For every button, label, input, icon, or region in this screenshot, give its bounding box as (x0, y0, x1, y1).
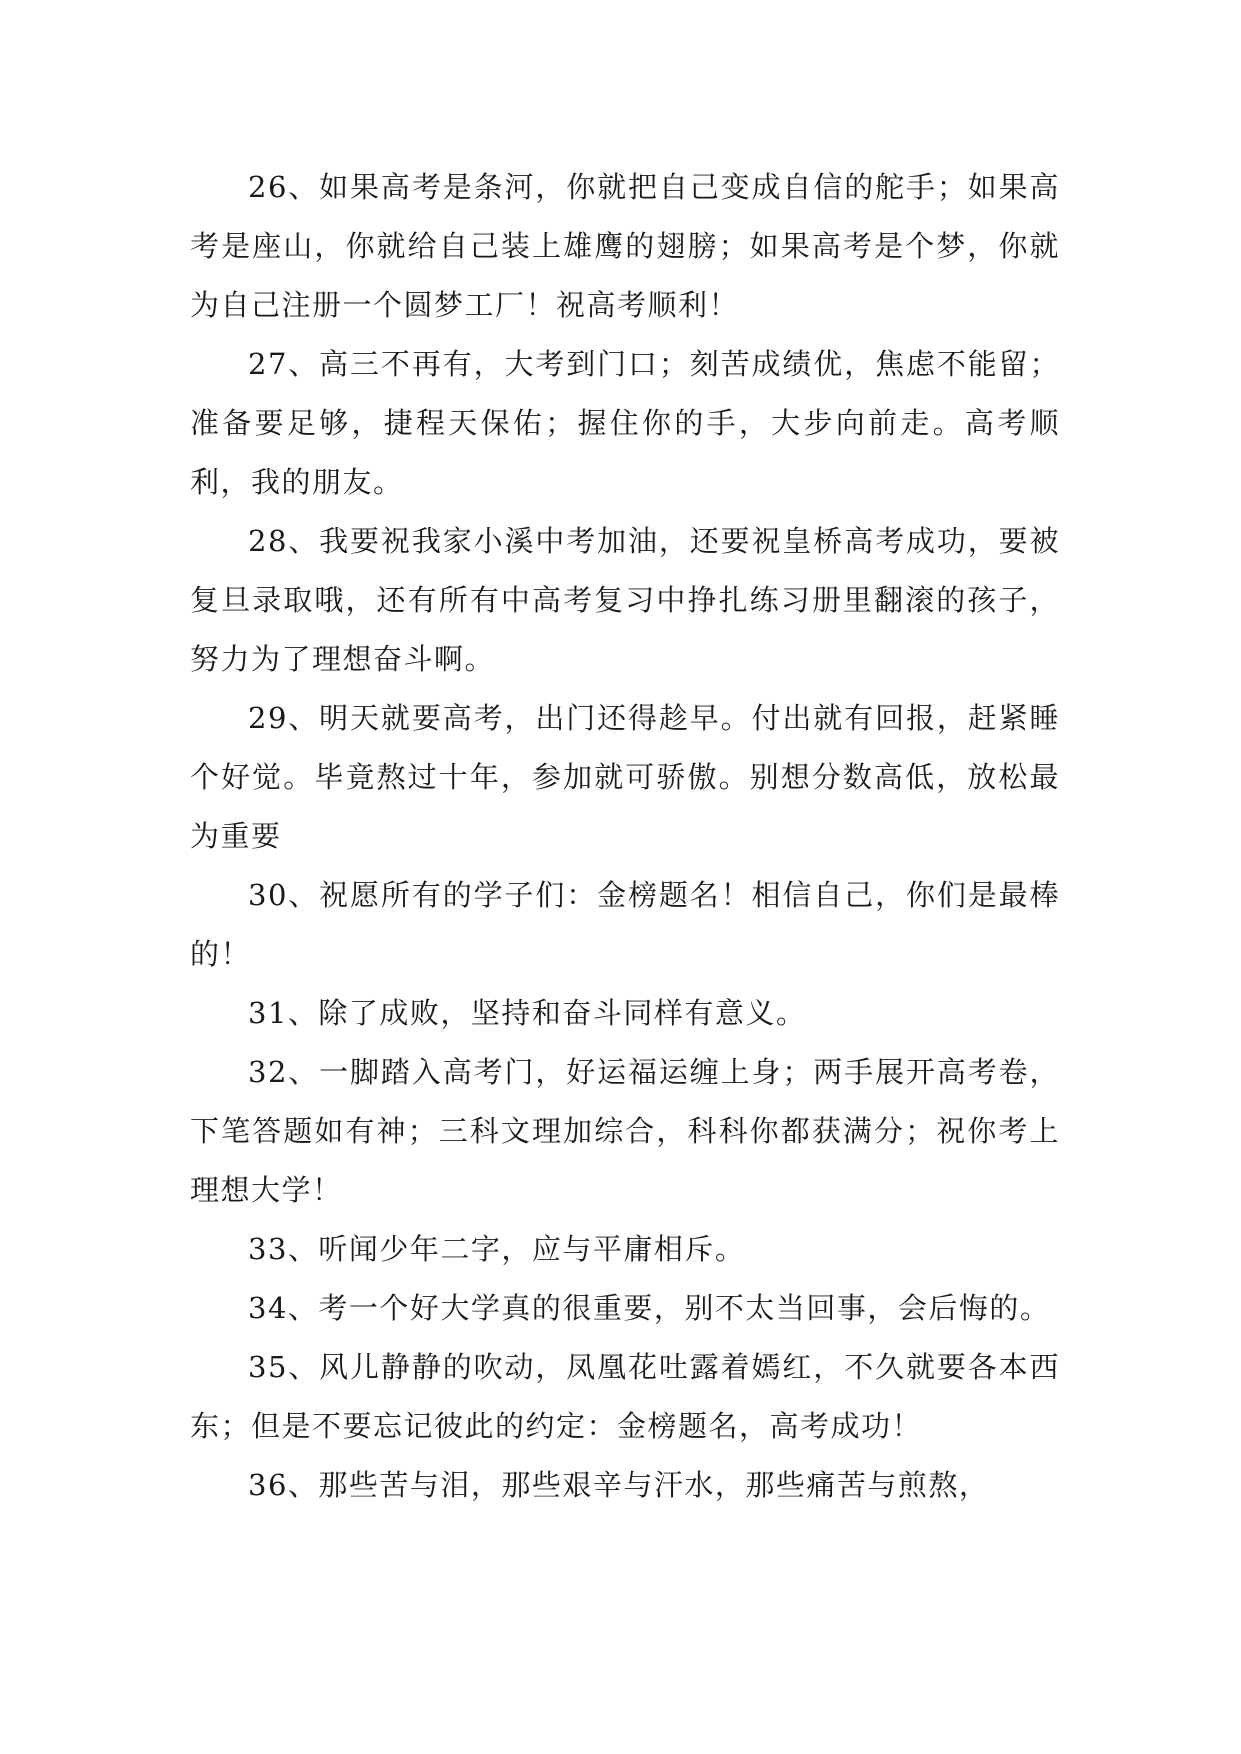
paragraph-28: 28、我要祝我家小溪中考加油，还要祝皇桥高考成功，要被复旦录取哦，还有所有中高考复习中挣扎练习册里翻滚的孩子，努力为了理想奋斗啊。 (190, 524, 1060, 676)
paragraph-33: 33、听闻少年二字，应与平庸相斥。 (248, 1232, 746, 1266)
paragraph-30: 30、祝愿所有的学子们：金榜题名！相信自己，你们是最棒的！ (190, 878, 1060, 971)
paragraph-29: 29、明天就要高考，出门还得趁早。付出就有回报，赶紧睡个好觉。毕竟熬过十年，参加就可骄傲。别想分数高低，放松最为重要 (190, 701, 1060, 853)
paragraph-27: 27、高三不再有，大考到门口；刻苦成绩优，焦虑不能留；准备要足够，捷程天保佑；握住你的手，大步向前走。高考顺利，我的朋友。 (190, 347, 1060, 499)
document-body (190, 158, 1060, 1515)
paragraph-34: 34、考一个好大学真的很重要，别不太当回事，会后悔的。 (248, 1291, 1051, 1325)
paragraph-35: 35、风儿静静的吹动，凤凰花吐露着嫣红，不久就要各本西东；但是不要忘记彼此的约定：金榜题名，高考成功！ (190, 1350, 1060, 1443)
paragraph-31: 31、除了成败，坚持和奋斗同样有意义。 (248, 996, 807, 1030)
paragraph-32: 32、一脚踏入高考门，好运福运缠上身；两手展开高考卷，下笔答题如有神；三科文理加综合，科科你都获满分；祝你考上理想大学！ (190, 1055, 1060, 1207)
paragraph-26: 26、如果高考是条河，你就把自己变成自信的舵手；如果高考是座山，你就给自己装上雄鹰的翅膀；如果高考是个梦，你就为自己注册一个圆梦工厂！祝高考顺利！ (190, 170, 1060, 322)
paragraph-36: 36、那些苦与泪，那些艰辛与汗水，那些痛苦与煎熬， (248, 1468, 990, 1502)
